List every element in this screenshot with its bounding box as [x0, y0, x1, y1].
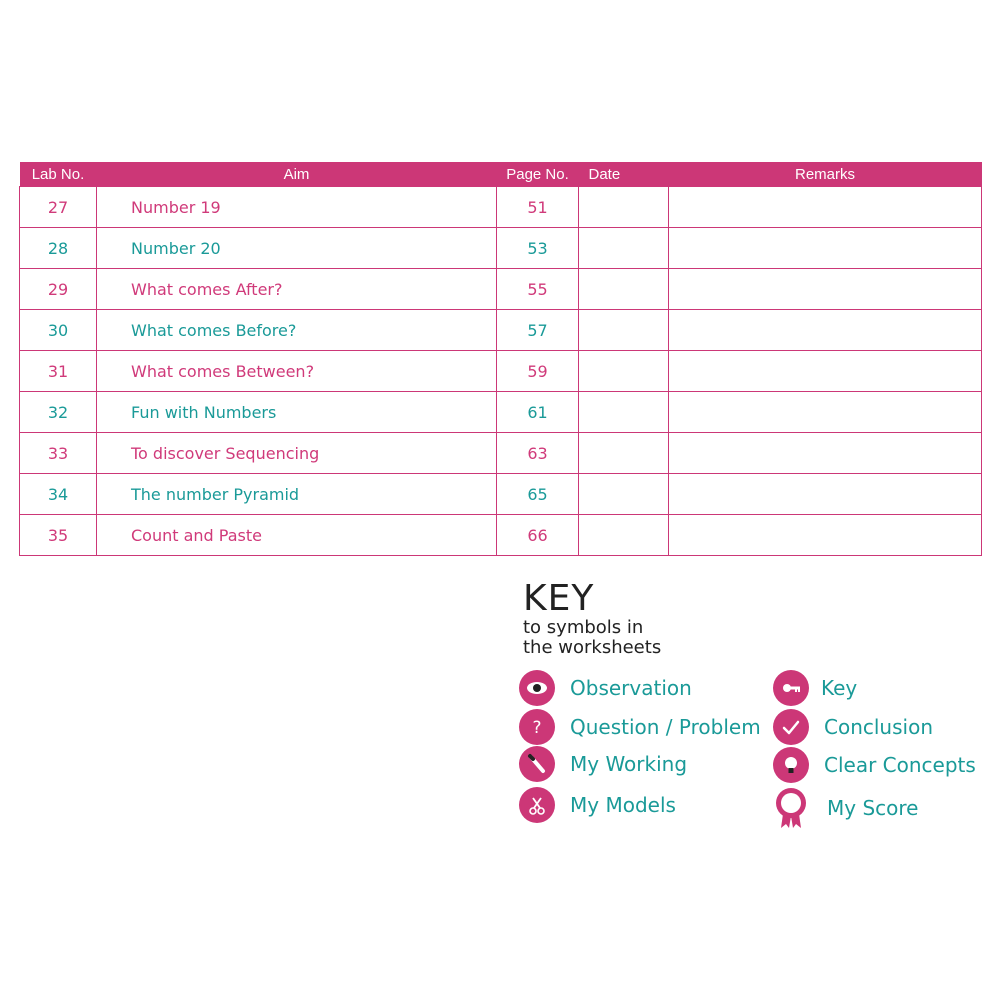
page-no-cell: 59 [497, 351, 579, 392]
key-item-my-models [519, 787, 676, 823]
rosette-icon [773, 786, 809, 830]
aim-cell: What comes Between? [97, 351, 497, 392]
table-header-row [20, 162, 982, 187]
pencil-icon [519, 746, 555, 782]
header-page-no: Page No. [497, 162, 579, 187]
lab-no-cell: 31 [20, 351, 97, 392]
page-no-cell: 51 [497, 187, 579, 228]
lab-no-cell: 32 [20, 392, 97, 433]
key-item-key [773, 670, 857, 706]
date-cell [579, 269, 669, 310]
lab-no-cell: 34 [20, 474, 97, 515]
lab-no-cell: 29 [20, 269, 97, 310]
remarks-cell [669, 228, 982, 269]
check-icon [773, 709, 809, 745]
key-item-conclusion [773, 709, 933, 745]
key-item-my-score [773, 786, 918, 830]
table-row [20, 228, 982, 269]
table-row [20, 515, 982, 556]
date-cell [579, 433, 669, 474]
aim-cell: Number 20 [97, 228, 497, 269]
key-label: Observation [570, 676, 692, 700]
remarks-cell [669, 392, 982, 433]
key-item-question [519, 709, 761, 745]
key-label: Key [821, 676, 858, 700]
svg-text:?: ? [532, 718, 542, 738]
page-no-cell: 61 [497, 392, 579, 433]
lab-table [19, 162, 982, 556]
key-label: Conclusion [824, 715, 933, 739]
key-item-clear-concepts [773, 747, 976, 783]
eye-icon [519, 670, 555, 706]
page-no-cell: 57 [497, 310, 579, 351]
key-label: My Working [570, 752, 688, 776]
table-row [20, 433, 982, 474]
page-no-cell: 53 [497, 228, 579, 269]
header-lab-no: Lab No. [20, 162, 97, 187]
table-row [20, 187, 982, 228]
header-date: Date [579, 162, 669, 187]
lab-no-cell: 28 [20, 228, 97, 269]
key-label: Question / Problem [570, 715, 761, 739]
remarks-cell [669, 515, 982, 556]
table-row [20, 351, 982, 392]
key-item-my-working [519, 746, 687, 782]
date-cell [579, 351, 669, 392]
aim-cell: To discover Sequencing [97, 433, 497, 474]
aim-cell: Fun with Numbers [97, 392, 497, 433]
header-aim: Aim [97, 162, 497, 187]
key-icon [773, 670, 809, 706]
lab-no-cell: 35 [20, 515, 97, 556]
key-item-observation [519, 670, 692, 706]
key-subtitle-line1: to symbols in [523, 617, 644, 638]
date-cell [579, 310, 669, 351]
aim-cell: Number 19 [97, 187, 497, 228]
scissors-icon [519, 787, 555, 823]
table-row [20, 392, 982, 433]
remarks-cell [669, 351, 982, 392]
remarks-cell [669, 187, 982, 228]
page-no-cell: 63 [497, 433, 579, 474]
key-label: Clear Concepts [824, 753, 976, 777]
lab-no-cell: 27 [20, 187, 97, 228]
header-remarks: Remarks [669, 162, 982, 187]
remarks-cell [669, 269, 982, 310]
aim-cell: Count and Paste [97, 515, 497, 556]
page-no-cell: 55 [497, 269, 579, 310]
bulb-icon [773, 747, 809, 783]
key-label: My Score [827, 796, 919, 820]
key-legend [523, 580, 661, 658]
date-cell [579, 515, 669, 556]
question-icon [519, 709, 555, 745]
aim-cell: What comes After? [97, 269, 497, 310]
table-row [20, 310, 982, 351]
table-body [20, 187, 982, 556]
key-title: KEY [523, 578, 595, 619]
remarks-cell [669, 433, 982, 474]
date-cell [579, 474, 669, 515]
remarks-cell [669, 310, 982, 351]
aim-cell: What comes Before? [97, 310, 497, 351]
table-row [20, 474, 982, 515]
page-no-cell: 65 [497, 474, 579, 515]
lab-no-cell: 33 [20, 433, 97, 474]
key-subtitle-line2: the worksheets [523, 637, 662, 658]
remarks-cell [669, 474, 982, 515]
date-cell [579, 392, 669, 433]
page-no-cell: 66 [497, 515, 579, 556]
table-row [20, 269, 982, 310]
aim-cell: The number Pyramid [97, 474, 497, 515]
date-cell [579, 187, 669, 228]
key-label: My Models [570, 793, 676, 817]
date-cell [579, 228, 669, 269]
lab-no-cell: 30 [20, 310, 97, 351]
